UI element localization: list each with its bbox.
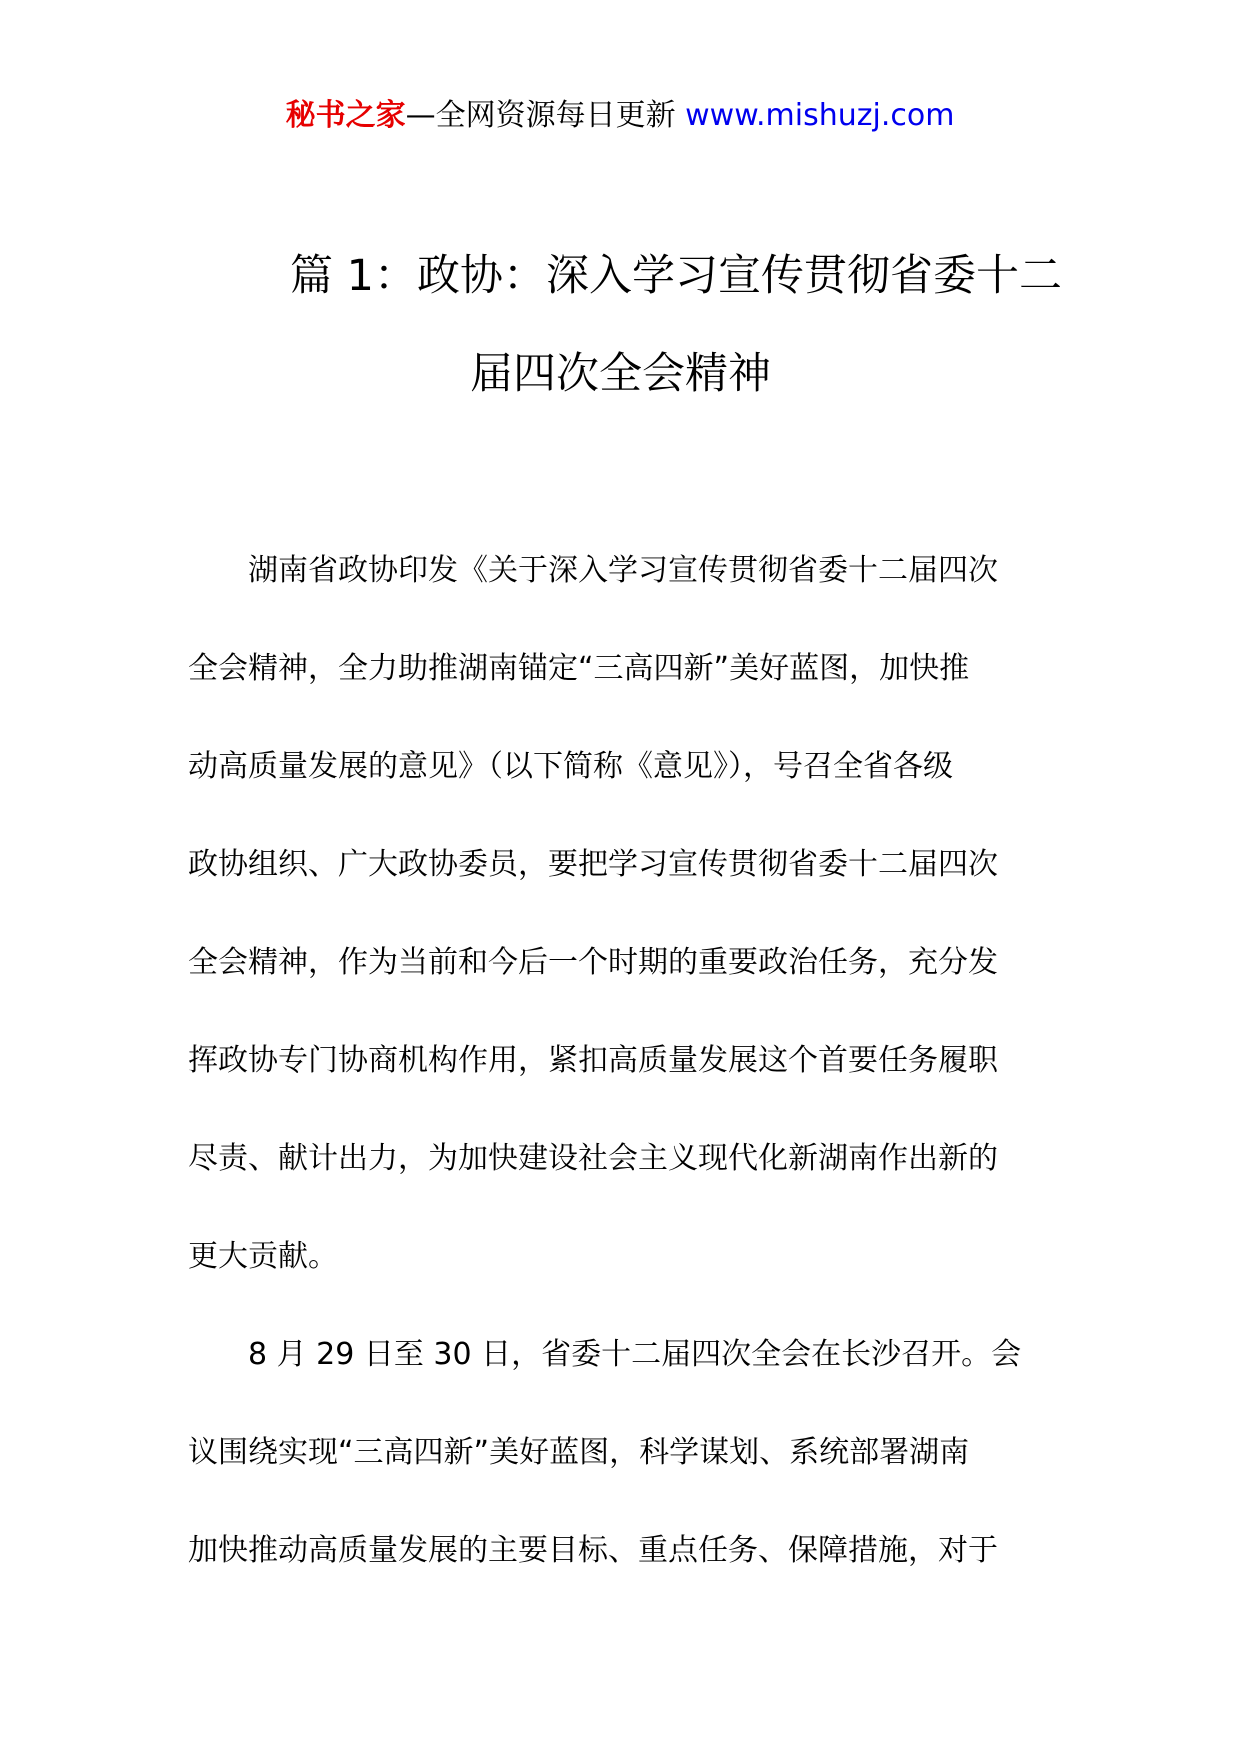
site-header (0, 96, 1240, 136)
paragraph-line: 加快推动高质量发展的主要目标、重点任务、保障措施，对于 (188, 1533, 998, 1568)
paragraph-line: 动高质量发展的意见》（以下简称《意见》），号召全省各级 (188, 749, 953, 784)
paragraph-line: 尽责、献计出力，为加快建设社会主义现代化新湖南作出新的 (188, 1141, 998, 1176)
document-body (188, 522, 1048, 1600)
site-brand: 秘书之家 (285, 98, 406, 133)
paragraph-line: 挥政协专门协商机构作用，紧扣高质量发展这个首要任务履职 (188, 1043, 998, 1078)
paragraph-line: 8 月 29 日至 30 日，省委十二届四次全会在长沙召开。会 (248, 1337, 1022, 1372)
document-title-line-1: 篇 1：政协：深入学习宣传贯彻省委十二 (290, 251, 1063, 301)
paragraph-1 (188, 522, 1048, 1306)
paragraph-line: 政协组织、广大政协委员，要把学习宣传贯彻省委十二届四次 (188, 847, 998, 882)
paragraph-line: 更大贡献。 (188, 1239, 338, 1274)
site-url-link[interactable]: www.mishuzj.com (685, 98, 955, 133)
document-title-line-2: 届四次全会精神 (470, 349, 771, 399)
site-tagline: —全网资源每日更新 (405, 98, 686, 133)
paragraph-line: 湖南省政协印发《关于深入学习宣传贯彻省委十二届四次 (248, 553, 998, 588)
paragraph-line: 全会精神，全力助推湖南锚定“三高四新”美好蓝图，加快推 (188, 651, 970, 686)
paragraph-line: 全会精神，作为当前和今后一个时期的重要政治任务，充分发 (188, 945, 998, 980)
paragraph-line: 议围绕实现“三高四新”美好蓝图，科学谋划、系统部署湖南 (188, 1435, 970, 1470)
paragraph-2 (188, 1306, 1048, 1600)
